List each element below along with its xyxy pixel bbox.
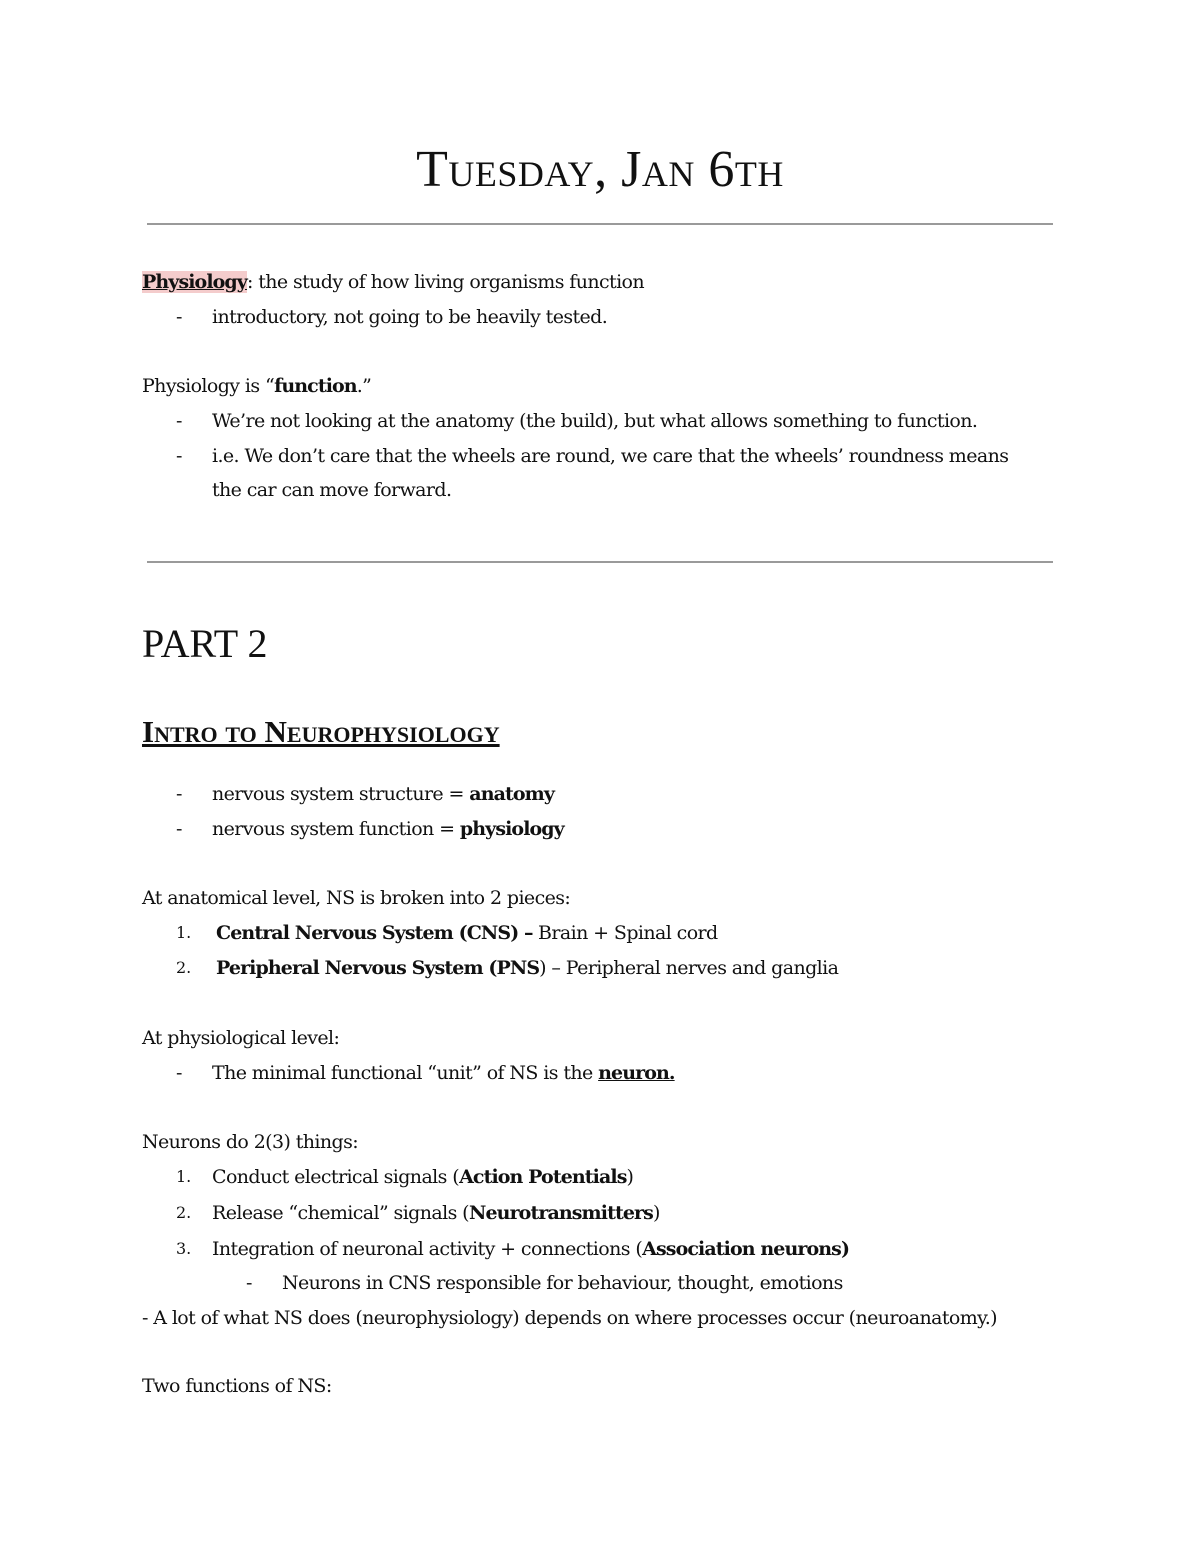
bullet-plain: nervous system structure = [212,783,470,805]
list-item-bold: Central Nervous System (CNS) – [216,922,533,944]
bullet-text: i.e. We don’t care that the wheels are round, we care that the wheels’ roundness means [212,445,1009,467]
statement-bold: function [274,375,357,397]
list-item [216,921,718,945]
part-heading: PART 2 [142,621,268,666]
list-item [212,1165,633,1189]
bullet-dash: - [176,445,183,467]
list-item-text: Brain + Spinal cord [532,922,718,944]
bullet-plain: nervous system function = [212,818,460,840]
list-item-bold: Action Potentials [459,1166,627,1188]
sub-bullet-text: Neurons in CNS responsible for behaviour, thought, emotions [282,1272,843,1294]
list-number: 1. [176,1167,192,1186]
paragraph: At anatomical level, NS is broken into 2 pieces: [142,887,571,909]
list-number: 1. [176,923,192,942]
page-title: Tuesday, Jan 6th [416,141,784,198]
statement-post: .” [356,375,372,397]
bullet-text-continued: the car can move forward. [212,479,452,501]
bullet-bold: neuron. [598,1062,675,1084]
definition-text: : the study of how living organisms function [246,271,645,293]
bullet-text [212,1061,675,1085]
bullet-dash: - [176,306,183,328]
bullet-dash: - [246,1272,253,1294]
bullet-dash: - [176,783,183,805]
paragraph: Two functions of NS: [142,1375,332,1397]
bullet-text: introductory, not going to be heavily tested. [212,306,608,328]
bullet-bold: anatomy [469,783,555,805]
statement-pre: Physiology is “ [142,375,275,397]
list-item-text: Release “chemical” signals ( [212,1202,469,1224]
list-number: 2. [176,958,192,977]
list-item [216,956,838,980]
statement-line [142,374,371,398]
section-heading: Intro to Neurophysiology [142,714,500,749]
list-item-text: ) [626,1166,634,1188]
list-item [212,1201,660,1225]
note-line: - A lot of what NS does (neurophysiology) depends on where processes occur (neuroanatomy.) [142,1307,997,1329]
horizontal-rule [147,223,1053,225]
horizontal-rule [147,561,1053,563]
list-item-bold: Peripheral Nervous System (PNS [216,957,540,979]
list-item-bold: Association neurons) [642,1238,850,1260]
list-item-bold: Neurotransmitters [469,1202,653,1224]
bullet-dash: - [176,1062,183,1084]
bullet-bold: physiology [459,818,564,840]
list-item-text: Integration of neuronal activity + connections ( [212,1238,643,1260]
bullet-text: We’re not looking at the anatomy (the build), but what allows something to function. [212,410,978,432]
list-item-text: ) – Peripheral nerves and ganglia [539,957,839,979]
bullet-dash: - [176,410,183,432]
list-item [212,1237,849,1261]
list-item-text: Conduct electrical signals ( [212,1166,460,1188]
bullet-plain: The minimal functional “unit” of NS is the [212,1062,599,1084]
definition-term: Physiology [142,271,247,293]
bullet-text [212,817,564,841]
list-number: 3. [176,1239,192,1258]
list-number: 2. [176,1203,192,1222]
paragraph: At physiological level: [142,1027,340,1049]
list-item-text: ) [652,1202,660,1224]
bullet-dash: - [176,818,183,840]
bullet-text [212,782,554,806]
paragraph: Neurons do 2(3) things: [142,1131,359,1153]
definition-line [142,270,644,294]
